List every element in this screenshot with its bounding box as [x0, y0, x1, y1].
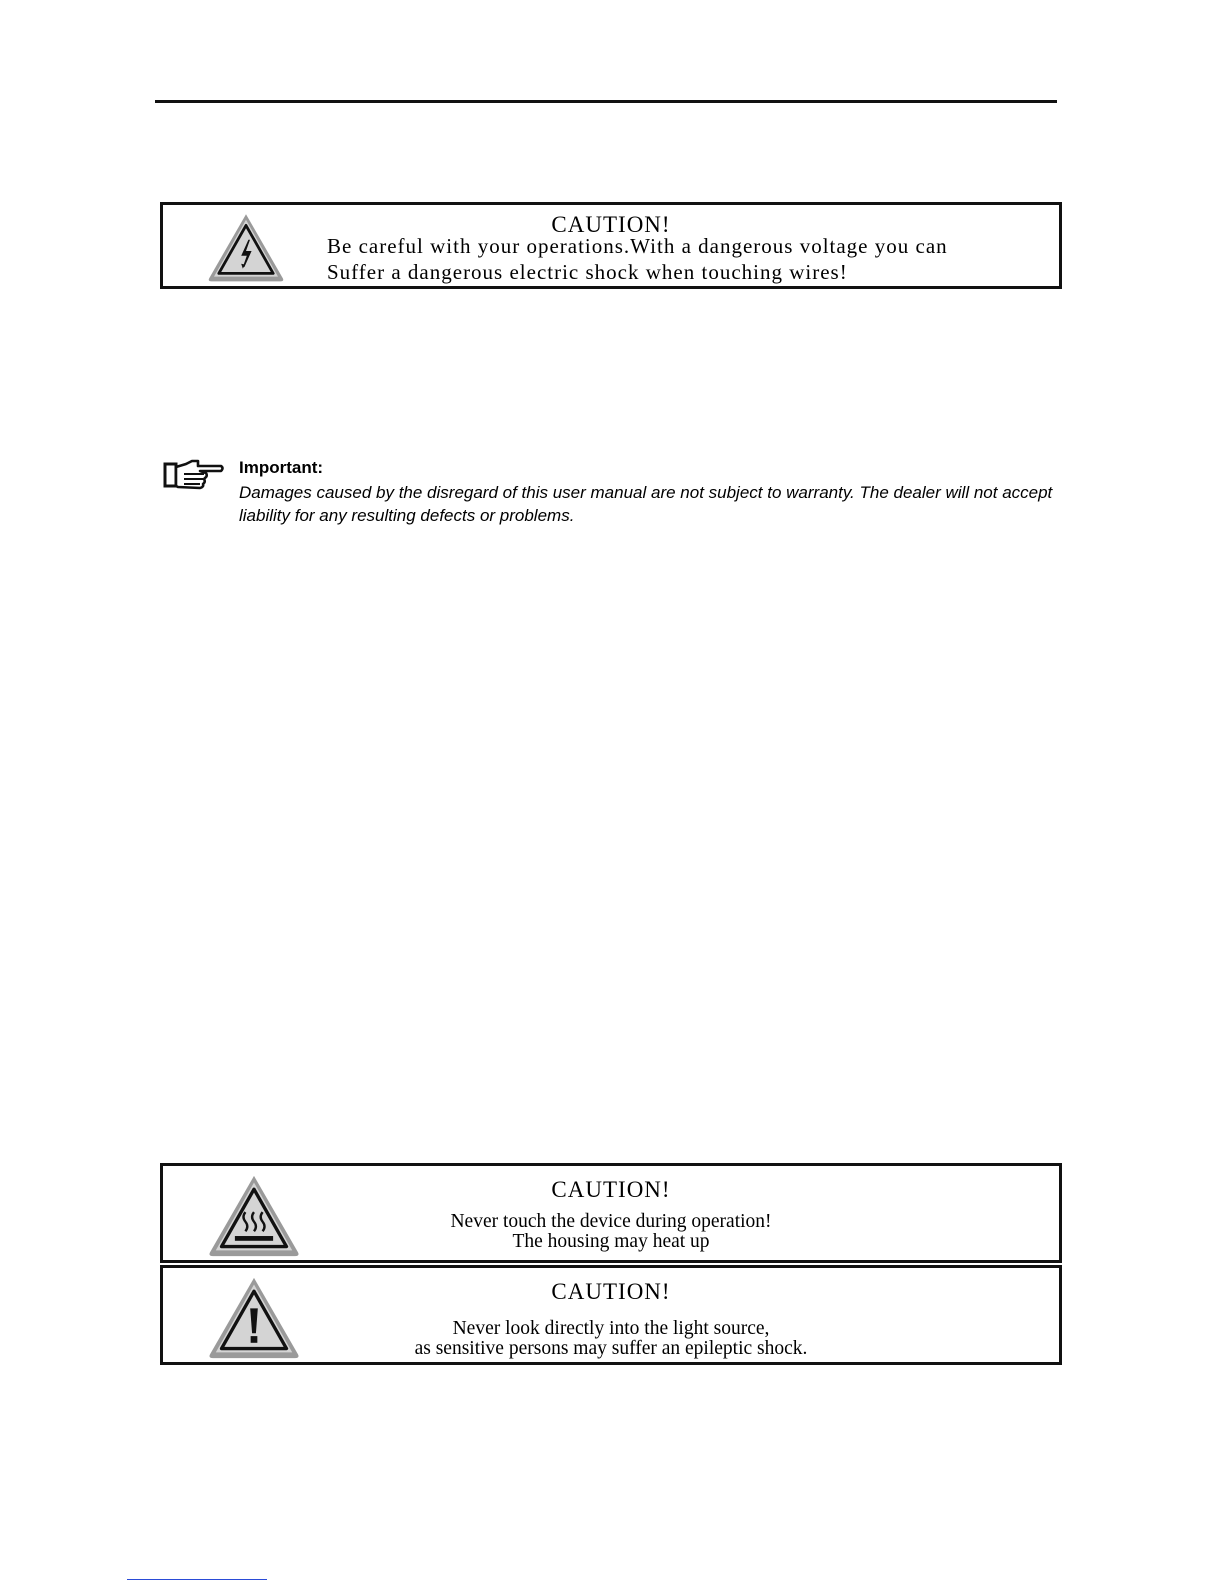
caution-text-line-2: The housing may heat up	[512, 1231, 710, 1252]
important-label: Important:	[239, 458, 324, 477]
caution-title: CAUTION!	[551, 1279, 671, 1304]
caution-text-line-2: as sensitive persons may suffer an epileptic shock.	[414, 1338, 808, 1359]
caution-box-heat	[160, 1163, 1062, 1263]
header-rule	[155, 100, 1057, 103]
important-text: Damages caused by the disregard of this user manual are not subject to warranty. The dealer will not accept liability for any resulting defects or problems.	[239, 483, 1053, 525]
caution-box-light	[160, 1265, 1062, 1365]
caution-text-line-2: Suffer a dangerous electric shock when touching wires!	[327, 260, 848, 284]
caution-title: CAUTION!	[551, 212, 671, 237]
pointing-hand-icon	[162, 458, 224, 490]
caution-text-line-1: Never touch the device during operation!	[450, 1211, 772, 1232]
caution-text-line-1: Be careful with your operations.With a dangerous voltage you can	[327, 234, 948, 258]
footer-link-underline	[127, 1579, 267, 1580]
caution-text-line-1: Never look directly into the light source,	[452, 1318, 770, 1339]
caution-title: CAUTION!	[551, 1177, 671, 1202]
caution-box-voltage	[160, 202, 1062, 289]
